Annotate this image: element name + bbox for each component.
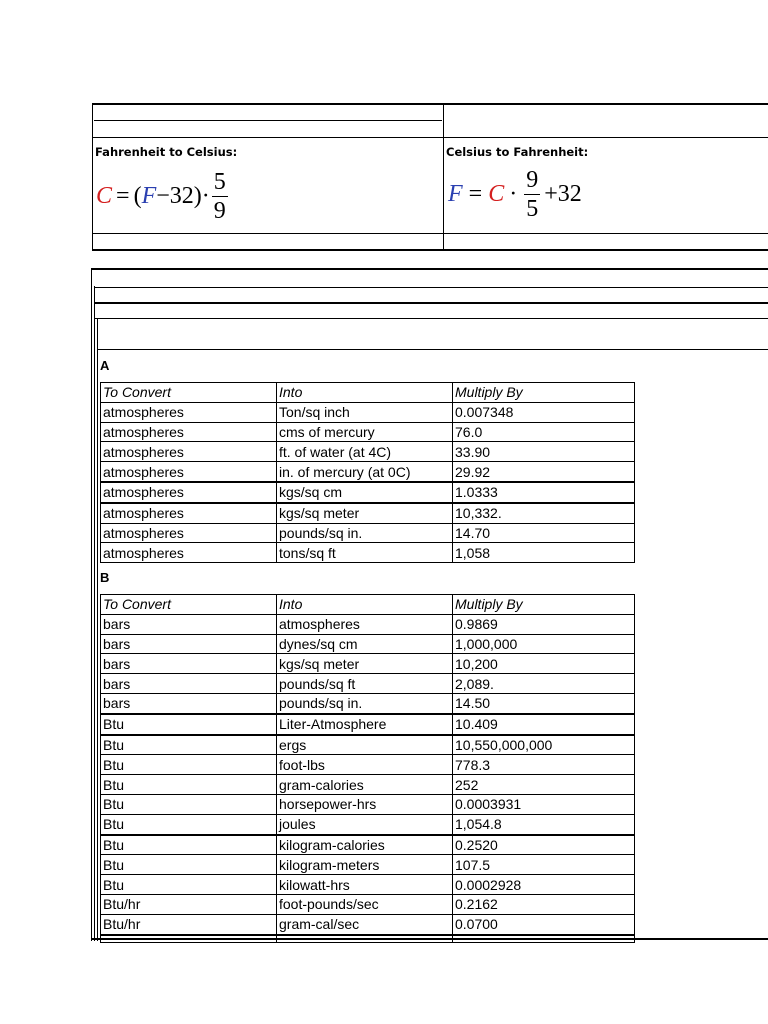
f-to-c-formula [96,166,230,226]
plus-term: +32 [544,180,582,207]
cell-factor: 0.2520 [453,835,635,855]
section-b-table [100,594,635,943]
table-row [101,935,635,943]
cell-from-unit: Btu [101,775,277,795]
box-top-border [92,103,768,105]
table-row [101,674,635,694]
cell-factor: 10,550,000,000 [453,735,635,755]
cell-factor [453,935,635,943]
table-row [101,422,635,442]
table-row [101,442,635,462]
table-row [101,654,635,674]
cell-from-unit: bars [101,693,277,713]
fahrenheit-variable: F [448,180,463,207]
cell-factor: 0.007348 [453,402,635,422]
cell-to-unit: Liter-Atmosphere [277,714,453,735]
cell-factor: 1,054.8 [453,814,635,834]
cell-from-unit: Btu/hr [101,894,277,914]
cell-to-unit: ergs [277,735,453,755]
frame-panel-rule [97,349,768,350]
cell-to-unit: dynes/sq cm [277,634,453,654]
cell-to-unit: joules [277,814,453,834]
frame-band-top [94,287,768,288]
cell-from-unit [101,935,277,943]
cell-from-unit: Btu [101,814,277,834]
table-row [101,693,635,713]
fahrenheit-variable: F [141,182,157,209]
cell-factor: 29.92 [453,462,635,482]
cell-factor: 76.0 [453,422,635,442]
frame-band-bottom [94,302,768,304]
cell-to-unit: gram-cal/sec [277,914,453,934]
celsius-variable: C [96,182,113,209]
open-paren: ( [133,182,142,209]
cell-from-unit: Btu [101,835,277,855]
cell-from-unit: Btu [101,855,277,875]
frame-panel-top [94,318,768,319]
cell-to-unit: atmospheres [277,614,453,634]
cell-to-unit: cms of mercury [277,422,453,442]
frame-panel-left [97,318,98,941]
cell-to-unit: ft. of water (at 4C) [277,442,453,462]
table-row [101,614,635,634]
fraction-numerator: 9 [526,166,539,193]
box-bottom-border [92,249,768,251]
table-row [101,462,635,482]
cell-to-unit: kgs/sq cm [277,482,453,503]
frame-left-border [91,268,92,941]
box-row-rule [92,233,768,234]
celsius-variable: C [488,180,505,207]
header-multiply-by: Multiply By [453,595,635,615]
cell-from-unit: bars [101,674,277,694]
cell-to-unit: foot-lbs [277,755,453,775]
cell-from-unit: atmospheres [101,503,277,523]
fraction [524,168,540,221]
table-row [101,835,635,855]
table-row [101,543,635,563]
table-row [101,894,635,914]
cell-factor: 10,200 [453,654,635,674]
cell-to-unit: kgs/sq meter [277,654,453,674]
cell-factor: 252 [453,775,635,795]
cell-factor: 1,058 [453,543,635,563]
minus-term: −32)· [156,182,210,209]
multiply-dot: · [509,180,518,207]
cell-factor: 10.409 [453,714,635,735]
table-row [101,814,635,834]
table-row [101,855,635,875]
equals-sign: = [468,180,483,207]
equals-sign: = [116,182,130,209]
cell-from-unit: Btu [101,794,277,814]
cell-factor: 1.0333 [453,482,635,503]
table-row [101,402,635,422]
header-into: Into [277,595,453,615]
cell-factor: 14.70 [453,523,635,543]
box-left-border [92,103,93,250]
cell-from-unit: Btu [101,875,277,895]
cell-factor: 0.0700 [453,914,635,934]
cell-to-unit [277,935,453,943]
cell-factor: 778.3 [453,755,635,775]
section-b-label: B [100,570,110,585]
cell-from-unit: Btu [101,735,277,755]
section-a-label: A [100,358,110,373]
cell-to-unit: tons/sq ft [277,543,453,563]
cell-from-unit: bars [101,614,277,634]
cell-from-unit: Btu [101,755,277,775]
frame-inner-left [94,286,95,941]
cell-from-unit: atmospheres [101,422,277,442]
cell-to-unit: kilowatt-hrs [277,875,453,895]
cell-factor: 0.0002928 [453,875,635,895]
table-row [101,875,635,895]
cell-from-unit: atmospheres [101,523,277,543]
cell-to-unit: in. of mercury (at 0C) [277,462,453,482]
cell-factor: 10,332. [453,503,635,523]
c-to-f-formula [448,164,582,224]
header-to-convert: To Convert [101,383,277,403]
table-header-row [101,383,635,403]
cell-factor: 107.5 [453,855,635,875]
cell-factor: 0.9869 [453,614,635,634]
cell-to-unit: kilogram-meters [277,855,453,875]
cell-from-unit: atmospheres [101,442,277,462]
f-to-c-heading: Fahrenheit to Celsius: [95,145,238,159]
table-row [101,914,635,934]
table-row [101,634,635,654]
table-row [101,714,635,735]
fraction [212,170,228,223]
cell-to-unit: kgs/sq meter [277,503,453,523]
frame-top-border [91,268,768,270]
cell-factor: 33.90 [453,442,635,462]
cell-to-unit: pounds/sq in. [277,523,453,543]
section-a-table [100,382,635,563]
header-multiply-by: Multiply By [453,383,635,403]
cell-factor: 0.0003931 [453,794,635,814]
cell-from-unit: atmospheres [101,402,277,422]
box-row-rule [92,137,768,138]
cell-from-unit: Btu/hr [101,914,277,934]
cell-factor: 14.50 [453,693,635,713]
cell-from-unit: atmospheres [101,543,277,563]
cell-to-unit: gram-calories [277,775,453,795]
cell-to-unit: horsepower-hrs [277,794,453,814]
cell-to-unit: pounds/sq ft [277,674,453,694]
cell-to-unit: kilogram-calories [277,835,453,855]
table-header-row [101,595,635,615]
cell-from-unit: atmospheres [101,482,277,503]
cell-from-unit: atmospheres [101,462,277,482]
table-row [101,523,635,543]
fraction-numerator: 5 [213,168,226,195]
header-into: Into [277,383,453,403]
fraction-denominator: 9 [213,197,226,224]
cell-to-unit: pounds/sq in. [277,693,453,713]
c-to-f-heading: Celsius to Fahrenheit: [446,145,589,159]
cell-to-unit: Ton/sq inch [277,402,453,422]
cell-from-unit: bars [101,634,277,654]
fraction-denominator: 5 [526,195,539,222]
table-row [101,794,635,814]
cell-factor: 1,000,000 [453,634,635,654]
cell-from-unit: bars [101,654,277,674]
cell-factor: 2,089. [453,674,635,694]
cell-from-unit: Btu [101,714,277,735]
table-row [101,482,635,503]
table-row [101,755,635,775]
table-row [101,775,635,795]
box-divider [443,103,444,250]
box-inner-rule [94,120,442,121]
header-to-convert: To Convert [101,595,277,615]
cell-to-unit: foot-pounds/sec [277,894,453,914]
table-row [101,503,635,523]
cell-factor: 0.2162 [453,894,635,914]
table-row [101,735,635,755]
